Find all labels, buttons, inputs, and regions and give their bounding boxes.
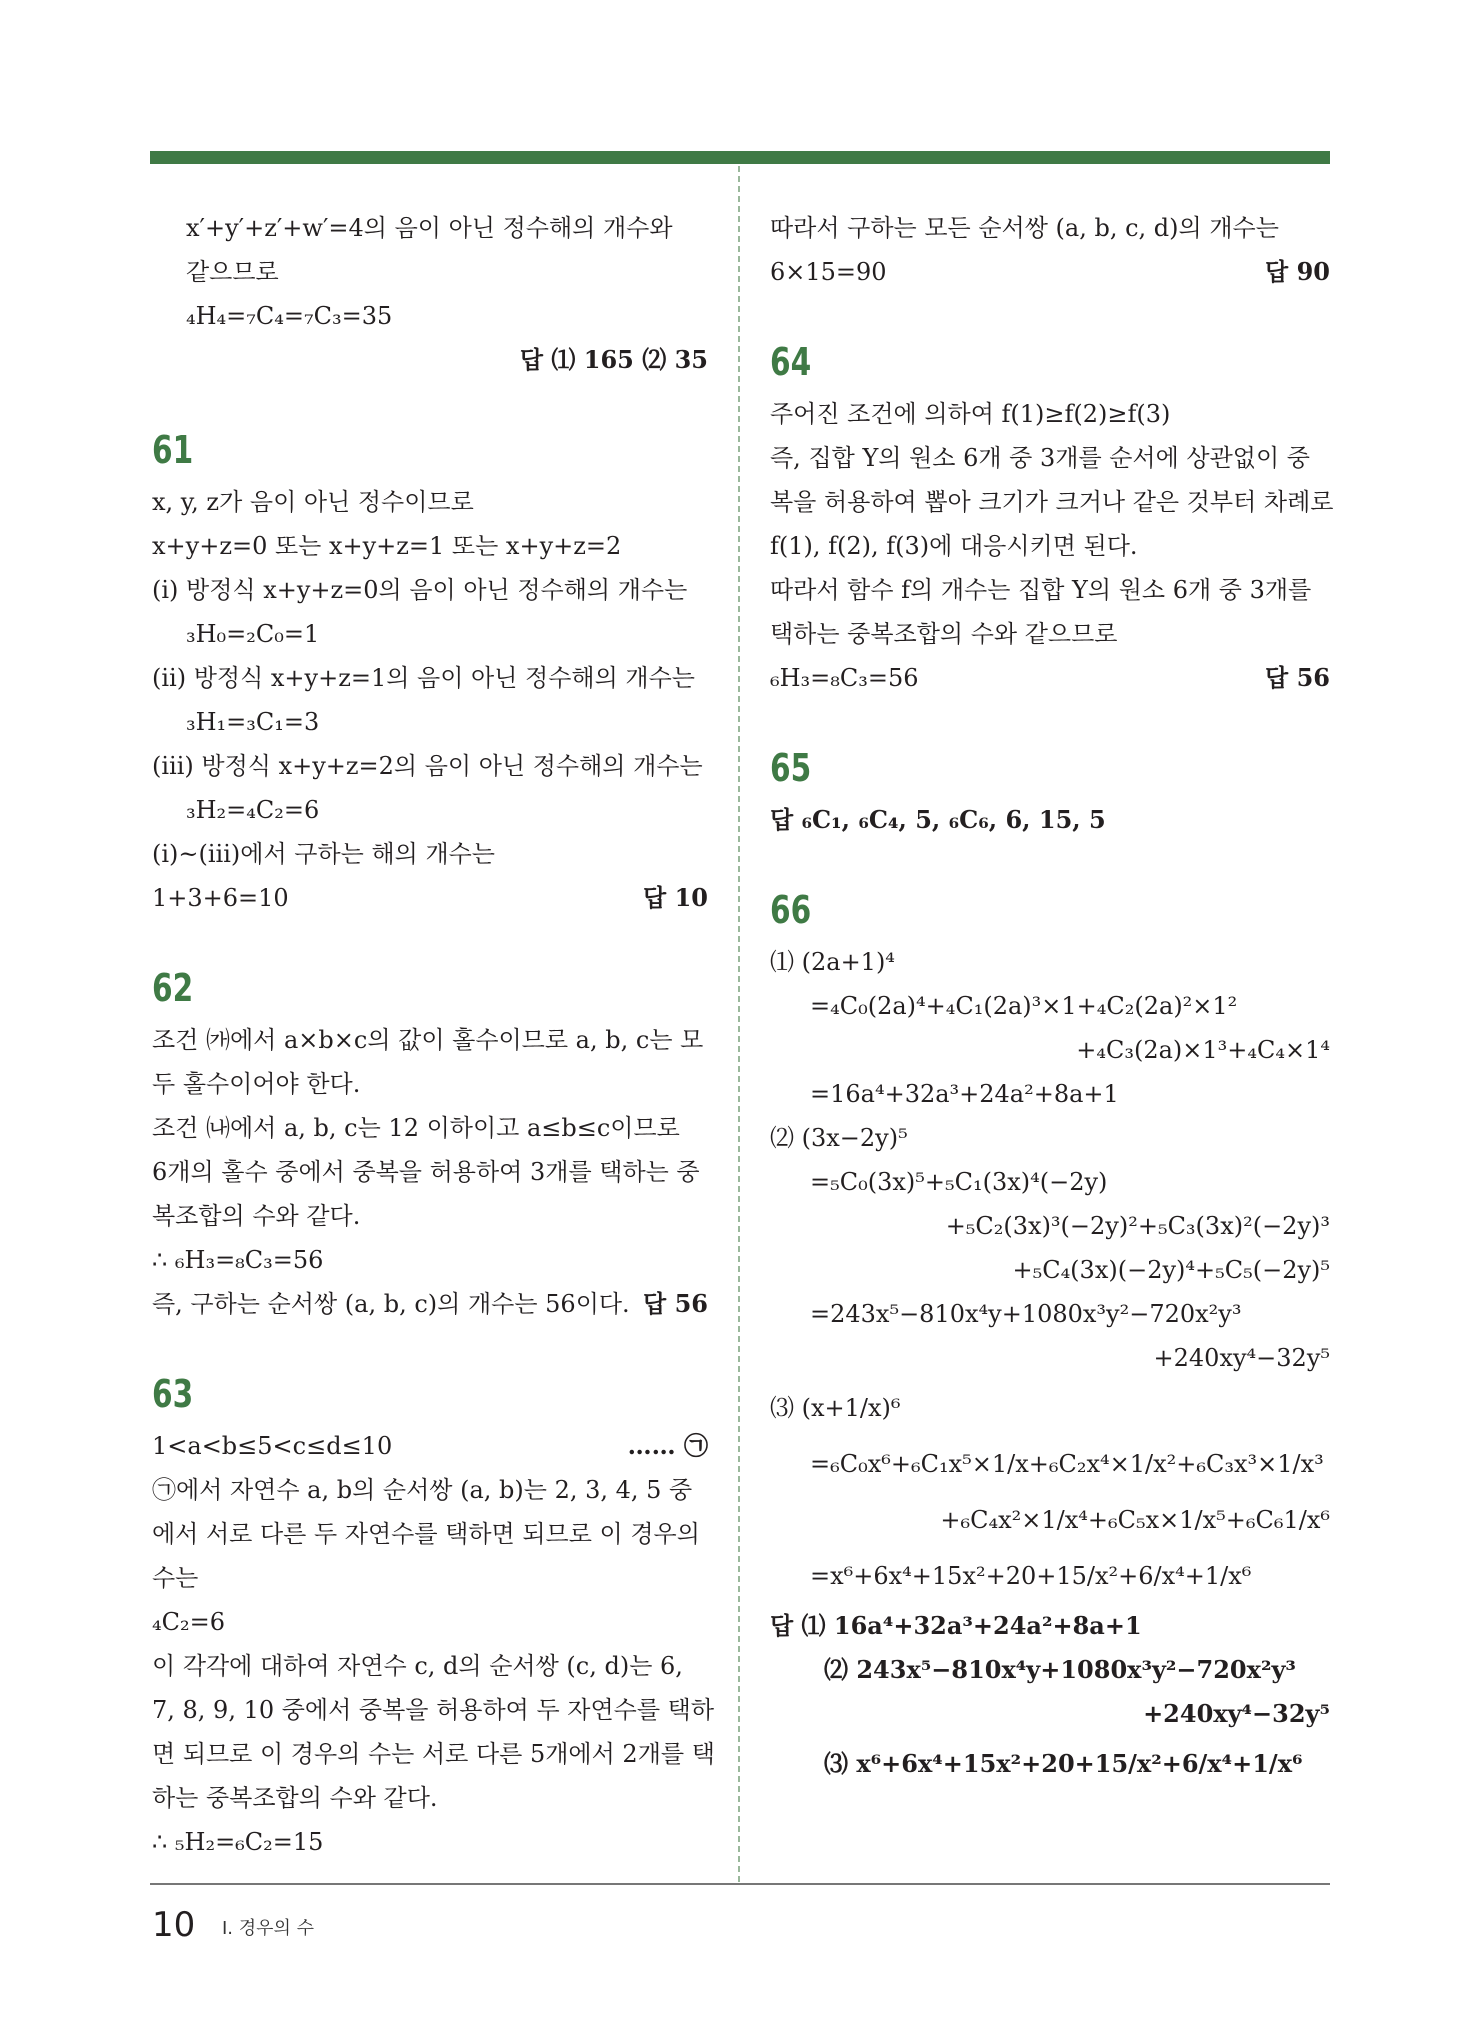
text-line	[152, 568, 708, 612]
line-text: 하는 중복조합의 수와 같다.	[152, 1784, 438, 1812]
text-line	[152, 294, 708, 338]
text-line	[770, 524, 1330, 568]
line-text: 따라서 함수 f의 개수는 집합 Y의 원소 6개 중 3개를	[770, 576, 1312, 604]
line-text: 면 되므로 이 경우의 수는 서로 다른 5개에서 2개를 택	[152, 1740, 715, 1768]
text-line	[152, 1512, 708, 1556]
line-text: (ⅱ) 방정식 x+y+z=1의 음이 아닌 정수해의 개수는	[152, 664, 695, 692]
text-line	[152, 1106, 708, 1150]
line-text: 6개의 홀수 중에서 중복을 허용하여 3개를 택하는 중	[152, 1158, 700, 1186]
line-text: 답 ⑴ 16a⁴+32a³+24a²+8a+1	[770, 1611, 1142, 1640]
line-text: +₄C₃(2a)×1³+₄C₄×1⁴	[1076, 1036, 1330, 1064]
text-line	[152, 1776, 708, 1820]
line-text: +₆C₄x²×1/x⁴+₆C₅x×1/x⁵+₆C₆1/x⁶	[940, 1506, 1330, 1534]
problem-number: 65	[770, 746, 812, 790]
line-text: x′+y′+z′+w′=4의 음이 아닌 정수해의 개수와	[186, 214, 673, 242]
text-line	[152, 656, 708, 700]
text-line	[152, 1644, 708, 1688]
line-text: x, y, z가 음이 아닌 정수이므로	[152, 488, 474, 516]
text-line	[152, 524, 708, 568]
line-text: +240xy⁴−32y⁵	[1143, 1699, 1330, 1728]
line-text: 즉, 집합 Y의 원소 6개 중 3개를 순서에 상관없이 중	[770, 444, 1310, 472]
text-line	[152, 1688, 715, 1732]
line-text: 1+3+6=10	[152, 884, 289, 912]
text-line	[770, 984, 1330, 1028]
line-text: 수는	[152, 1564, 199, 1592]
line-text: =₅C₀(3x)⁵+₅C₁(3x)⁴(−2y)	[810, 1168, 1108, 1196]
line-text: 조건 ㈎에서 a×b×c의 값이 홀수이므로 a, b, c는 모	[152, 1026, 704, 1054]
text-line	[770, 1648, 1330, 1692]
line-text: ∴ ₅H₂=₆C₂=15	[152, 1828, 324, 1856]
line-text: ₃H₁=₃C₁=3	[186, 708, 320, 736]
answer-label: 답 56	[1265, 663, 1330, 692]
text-line	[152, 1424, 708, 1468]
problem-number: 66	[770, 888, 812, 932]
line-text: +₅C₄(3x)(−2y)⁴+₅C₅(−2y)⁵	[1012, 1256, 1330, 1284]
text-line	[152, 612, 708, 656]
text-line	[152, 876, 708, 920]
text-line	[770, 1028, 1330, 1072]
spacer	[152, 1326, 708, 1354]
column-divider	[738, 166, 740, 1882]
text-line	[152, 700, 708, 744]
text-line	[152, 480, 708, 524]
line-text: (ⅲ) 방정식 x+y+z=2의 음이 아닌 정수해의 개수는	[152, 752, 703, 780]
text-line	[152, 1468, 708, 1512]
text-line	[152, 1150, 708, 1194]
text-line	[152, 206, 708, 250]
problem-number: 62	[152, 966, 194, 1010]
line-text: =243x⁵−810x⁴y+1080x³y²−720x²y³	[810, 1300, 1242, 1328]
line-text: 6×15=90	[770, 258, 887, 286]
line-text: 답 ⑴ 165 ⑵ 35	[519, 345, 708, 374]
problem-number: 63	[152, 1372, 194, 1416]
text-line	[152, 1556, 708, 1600]
text-line	[770, 206, 1330, 250]
text-line	[152, 338, 708, 382]
text-line	[770, 656, 1330, 700]
text-line	[770, 798, 1330, 842]
text-line	[152, 1062, 708, 1106]
line-text: ⑶ (x+1/x)⁶	[770, 1394, 901, 1422]
text-line	[770, 1072, 1330, 1116]
line-text: =x⁶+6x⁴+15x²+20+15/x²+6/x⁴+1/x⁶	[810, 1562, 1252, 1590]
line-text: ⑵ (3x−2y)⁵	[770, 1124, 908, 1152]
line-text: 이 각각에 대하여 자연수 c, d의 순서쌍 (c, d)는 6,	[152, 1652, 683, 1680]
text-line	[770, 250, 1330, 294]
line-text: 택하는 중복조합의 수와 같으므로	[770, 620, 1118, 648]
text-line	[770, 1116, 1330, 1160]
text-line	[770, 436, 1330, 480]
text-line	[770, 1604, 1330, 1648]
line-text: ⑴ (2a+1)⁴	[770, 948, 895, 976]
text-line	[770, 1548, 1330, 1604]
text-line	[152, 832, 708, 876]
spacer	[770, 842, 1330, 870]
text-line	[770, 1292, 1330, 1336]
text-line	[770, 1436, 1330, 1492]
text-line	[152, 1194, 708, 1238]
text-line	[770, 392, 1330, 436]
line-text: 복조합의 수와 같다.	[152, 1202, 361, 1230]
text-line	[770, 1380, 1330, 1436]
answer-label: 답 90	[1265, 257, 1330, 286]
text-line	[152, 1820, 708, 1864]
spacer	[152, 920, 708, 948]
line-text: 따라서 구하는 모든 순서쌍 (a, b, c, d)의 개수는	[770, 214, 1279, 242]
line-text: =16a⁴+32a³+24a²+8a+1	[810, 1080, 1119, 1108]
text-line	[770, 612, 1330, 656]
answer-label: 답 56	[643, 1289, 708, 1318]
text-line	[152, 1018, 708, 1062]
line-text: ₆H₃=₈C₃=56	[770, 664, 919, 692]
text-line	[770, 1248, 1330, 1292]
footer-rule	[150, 1883, 1330, 1885]
line-text: 에서 서로 다른 두 자연수를 택하면 되므로 이 경우의	[152, 1520, 700, 1548]
line-text: 주어진 조건에 의하여 f(1)≥f(2)≥f(3)	[770, 400, 1171, 428]
line-text: 두 홀수이어야 한다.	[152, 1070, 361, 1098]
text-line	[152, 1282, 708, 1326]
text-line	[770, 1736, 1330, 1792]
text-line	[152, 1600, 708, 1644]
spacer	[770, 700, 1330, 728]
text-line	[770, 1204, 1330, 1248]
line-text: 조건 ㈏에서 a, b, c는 12 이하이고 a≤b≤c이므로	[152, 1114, 680, 1142]
text-line	[770, 1336, 1330, 1380]
problem-number: 61	[152, 428, 194, 472]
line-text: ₄H₄=₇C₄=₇C₃=35	[186, 302, 393, 330]
line-text: +240xy⁴−32y⁵	[1153, 1344, 1330, 1372]
line-text: ₃H₂=₄C₂=6	[186, 796, 320, 824]
left-column	[152, 206, 715, 1864]
line-text: ⑵ 243x⁵−810x⁴y+1080x³y²−720x²y³	[824, 1655, 1296, 1684]
line-text: 복을 허용하여 뽑아 크기가 크거나 같은 것부터 차례로	[770, 488, 1334, 516]
text-line	[770, 1492, 1330, 1548]
line-text: 즉, 구하는 순서쌍 (a, b, c)의 개수는 56이다.	[152, 1290, 630, 1318]
text-line	[152, 1238, 708, 1282]
answer-label: …… ㉠	[627, 1431, 708, 1460]
right-column	[770, 206, 1334, 1792]
spacer	[770, 294, 1330, 322]
text-line	[770, 480, 1334, 524]
line-text: f(1), f(2), f(3)에 대응시키면 된다.	[770, 532, 1138, 560]
page-number: 10	[152, 1905, 196, 1945]
text-line	[770, 940, 1330, 984]
line-text: ⑶ x⁶+6x⁴+15x²+20+15/x²+6/x⁴+1/x⁶	[824, 1749, 1303, 1778]
text-line	[770, 568, 1330, 612]
line-text: ㉠에서 자연수 a, b의 순서쌍 (a, b)는 2, 3, 4, 5 중	[152, 1476, 693, 1504]
line-text: (ⅰ) 방정식 x+y+z=0의 음이 아닌 정수해의 개수는	[152, 576, 688, 604]
line-text: 7, 8, 9, 10 중에서 중복을 허용하여 두 자연수를 택하	[152, 1696, 715, 1724]
text-line	[152, 744, 708, 788]
line-text: ₃H₀=₂C₀=1	[186, 620, 320, 648]
problem-number: 64	[770, 340, 812, 384]
chapter-label: Ⅰ. 경우의 수	[222, 1918, 315, 1939]
answer-label: 답 10	[643, 883, 708, 912]
spacer	[152, 382, 708, 410]
text-line	[770, 1692, 1330, 1736]
line-text: ₄C₂=6	[152, 1608, 225, 1636]
line-text: =₆C₀x⁶+₆C₁x⁵×1/x+₆C₂x⁴×1/x²+₆C₃x³×1/x³	[810, 1450, 1324, 1478]
line-text: ∴ ₆H₃=₈C₃=56	[152, 1246, 324, 1274]
line-text: +₅C₂(3x)³(−2y)²+₅C₃(3x)²(−2y)³	[945, 1212, 1330, 1240]
header-bar	[150, 151, 1330, 164]
text-line	[152, 788, 708, 832]
text-line	[152, 250, 708, 294]
line-text: =₄C₀(2a)⁴+₄C₁(2a)³×1+₄C₂(2a)²×1²	[810, 992, 1238, 1020]
line-text: 같으므로	[186, 258, 279, 286]
line-text: x+y+z=0 또는 x+y+z=1 또는 x+y+z=2	[152, 532, 622, 560]
text-line	[770, 1160, 1330, 1204]
line-text: (ⅰ)~(ⅲ)에서 구하는 해의 개수는	[152, 840, 495, 868]
text-line	[152, 1732, 715, 1776]
line-text: 1<a<b≤5<c≤d≤10	[152, 1432, 393, 1460]
line-text: 답 ₆C₁, ₆C₄, 5, ₆C₆, 6, 15, 5	[770, 805, 1106, 834]
